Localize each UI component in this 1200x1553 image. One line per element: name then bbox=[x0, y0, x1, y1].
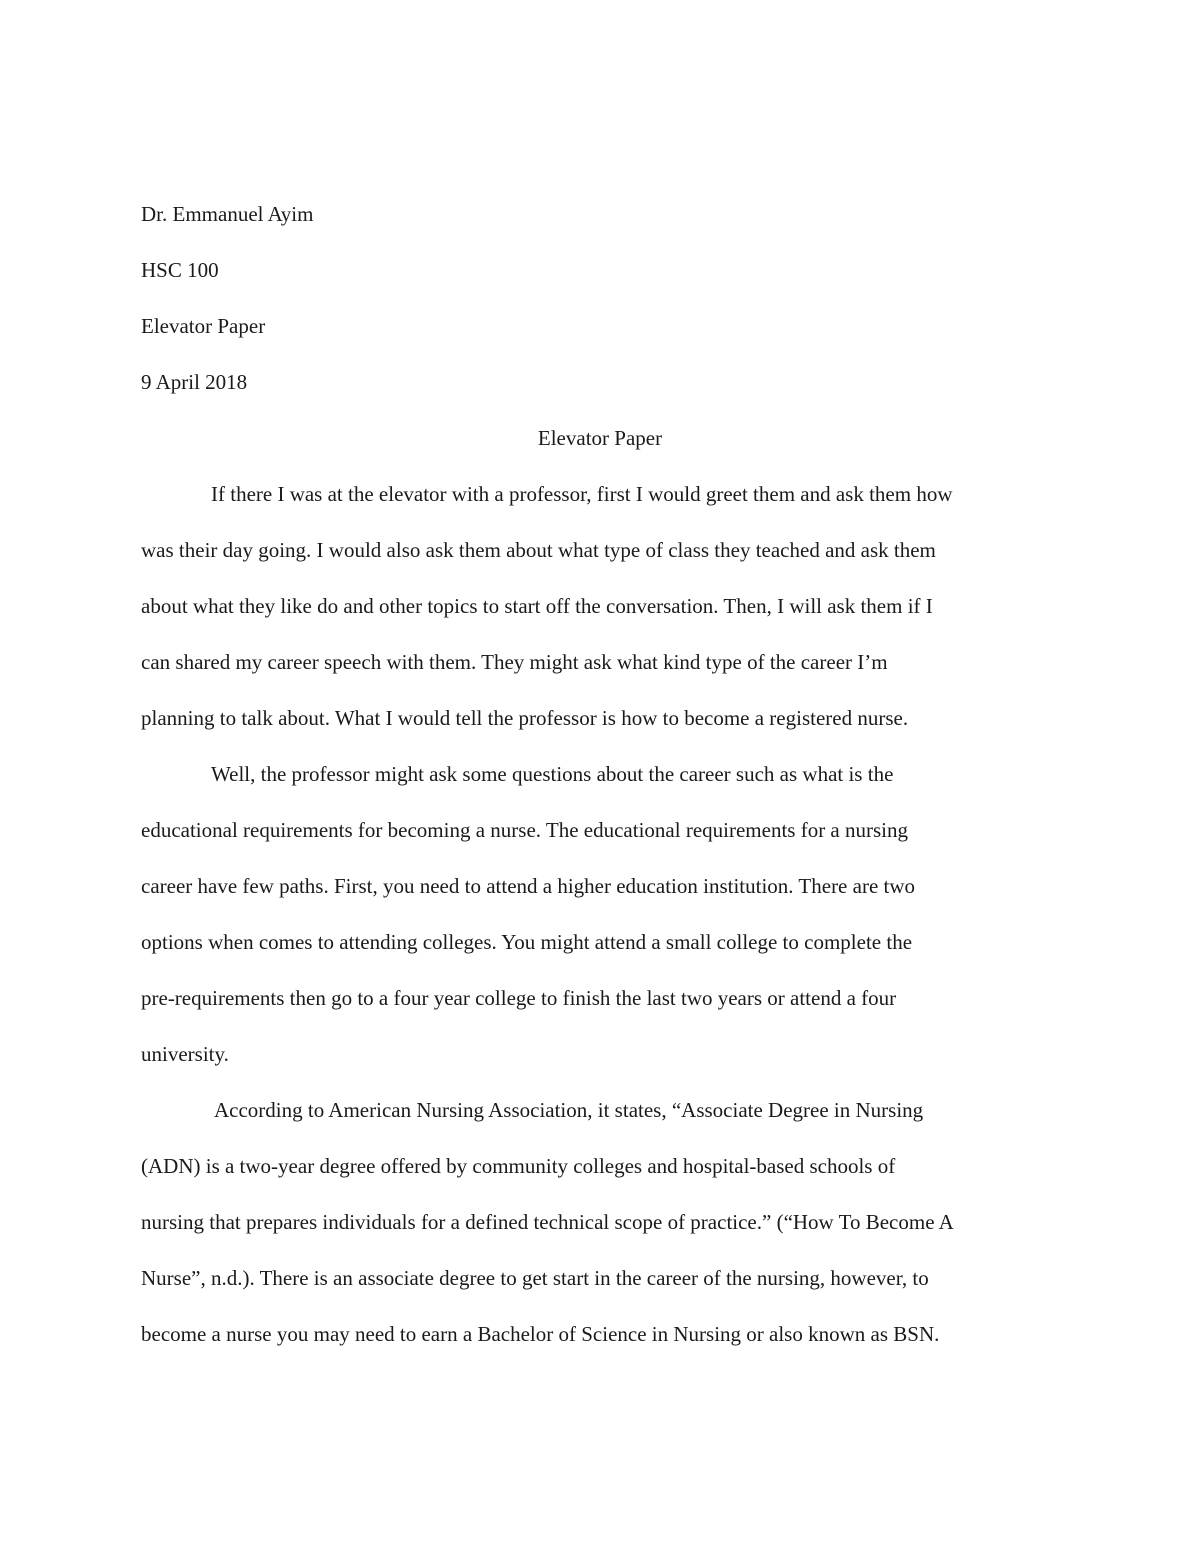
author-name: Dr. Emmanuel Ayim bbox=[141, 202, 314, 226]
assignment-name: Elevator Paper bbox=[141, 314, 266, 338]
paragraph-line: pre-requirements then go to a four year college to finish the last two years or attend a four bbox=[141, 986, 897, 1010]
paragraph-line: nursing that prepares individuals for a defined technical scope of practice.” (“How To Become A bbox=[141, 1210, 954, 1234]
paragraph-line: educational requirements for becoming a nurse. The educational requirements for a nursing bbox=[141, 818, 909, 842]
paragraph-line: become a nurse you may need to earn a Bachelor of Science in Nursing or also known as BSN. bbox=[141, 1322, 940, 1346]
paragraph-line: can shared my career speech with them. They might ask what kind type of the career I’m bbox=[141, 650, 888, 674]
paragraph-line: According to American Nursing Association, it states, “Associate Degree in Nursing bbox=[214, 1098, 924, 1122]
paragraph-line: university. bbox=[141, 1042, 229, 1066]
paper-title: Elevator Paper bbox=[537, 426, 663, 450]
course-code: HSC 100 bbox=[141, 258, 219, 282]
submission-date: 9 April 2018 bbox=[141, 370, 248, 394]
paragraph-line: (ADN) is a two-year degree offered by community colleges and hospital-based schools of bbox=[141, 1154, 896, 1178]
paragraph-line: options when comes to attending colleges. You might attend a small college to complete the bbox=[141, 930, 913, 954]
paragraph-line: If there I was at the elevator with a professor, first I would greet them and ask them how bbox=[211, 482, 953, 506]
paragraph-line: planning to talk about. What I would tell the professor is how to become a registered nurse. bbox=[141, 706, 909, 730]
paragraph-line: Nurse”, n.d.). There is an associate degree to get start in the career of the nursing, however, to bbox=[141, 1266, 929, 1290]
paragraph-line: career have few paths. First, you need to attend a higher education institution. There are two bbox=[141, 874, 916, 898]
paragraph-line: about what they like do and other topics to start off the conversation. Then, I will ask them if I bbox=[141, 594, 933, 618]
paragraph-line: was their day going. I would also ask them about what type of class they teached and ask them bbox=[141, 538, 936, 562]
paragraph-line: Well, the professor might ask some questions about the career such as what is the bbox=[211, 762, 894, 786]
